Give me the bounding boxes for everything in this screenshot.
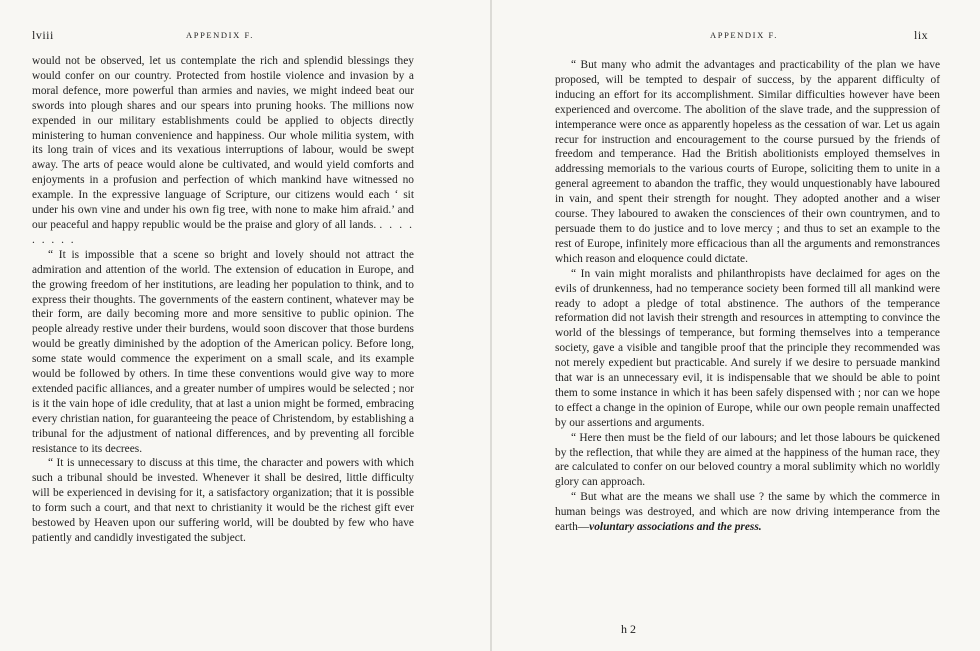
right-paragraph-3: “ Here then must be the field of our labours; and let those labours be quickened by the reflection, that while they are aimed at the happiness of the human race, they are calculated to confer on our beloved country a moral sublimity which no worldly glory can approach. [555,431,940,489]
right-body-text [555,58,940,535]
right-running-head: APPENDIX F. [710,30,778,40]
left-paragraph-2: “ It is impossible that a scene so bright and lovely should not attract the admiration and attention of the world. The extension of education in Europe, and the growing freedom of her institutions, are leading her population to think, and to express their thoughts. The governments of the eastern continent, whatever may be their form, are daily becoming more and more sensitive to public opinion. The people already restive under their burdens, would soon discover that those burdens would be greatly diminished by the adoption of the American policy. Before long, some state would commence the experiment on a small scale, and its example would be followed by others. In time these conventions would give way to more extended pacific alliances, and a greater number of umpires would be selected ; nor is it the vain hope of idle credulity, that at last a union might be formed, embracing every christian nation, for guaranteeing the peace of Christendom, by establishing a tribunal for the adjustment of national differences, and by preventing all forcible resistance to its decrees. [32,248,414,455]
right-page [492,0,980,651]
leader-dots: . . . . . . . . . [32,218,414,246]
left-paragraph-3: “ It is unnecessary to discuss at this time, the character and powers with which such a tribunal should be invested. Whenever it shall be desired, little difficulty will be experienced in devising for it, a satisfactory organization; that it is possible to form such a court, and that next to christianity it would be the richest gift ever bestowed by Heaven upon our suffering world, will be doubted by few who have patiently and candidly investigated the subject. [32,457,414,544]
left-paragraph-1: would not be observed, let us contemplate the rich and splendid blessings they would confer on our country. Protected from hostile violence and invasion by a moral defence, more powerful than armies and navies, we might indeed beat our swords into plough shares and our spears into pruning hooks. The millions now expended in our military establishments could be applied to objects directly ministering to human convenience and happiness. Our whole militia system, with its long train of vices and its vexatious interruptions of labour, would be swept away. The arts of peace would alone be cultivated, and would yield comforts and enjoyments in a profusion and perfection of which mankind have witnessed no example. In the expressive language of Scripture, our citizens would each ‘ sit under his own vine and under his own fig tree, with none to make him afraid.’ and our peaceful and happy republic would be the praise and glory of all lands. . . . . . . . . . [32,55,414,246]
emphasis-text: voluntary associations and the press. [589,521,762,534]
left-body-text [32,54,414,546]
right-page-number: lix [914,28,929,42]
signature-mark: h 2 [621,622,636,636]
left-running-head: APPENDIX F. [186,30,254,40]
right-paragraph-1: “ But many who admit the advantages and practicability of the plan we have proposed, will be tempted to despair of success, by the apparent difficulty of inducing an effort for its accomplishment. Similar difficulties however have been experienced and overcome. The abolition of the slave trade, and the suppression of intemperance were once as apparently hopeless as the cessation of war. Let us again recur for instruction and encouragement to the course pursued by the friends of freedom and temperance. Had the British abolitionists employed themselves in addressing memorials to the various courts of Europe, soliciting them to unite in a general agreement to abandon the traffic, they would unquestionably have laboured in vain, and spent their strength for nought. They adopted another and a wiser course. They laboured to awaken the consciences of their own countrymen, and to persuade them to do justice and to love mercy ; and thus to set an example to the rest of Europe, infinitely more efficacious than all the arguments and remonstrances which reason and eloquence could dictate. [555,59,940,265]
right-paragraph-2: “ In vain might moralists and philanthropists have declaimed for ages on the evils of drunkenness, had no temperance society been formed till all mankind were ready to adopt a pledge of total abstinence. The authors of the temperance reformation did not lavish their strength and resources in attempting to convince the world of the blessings of temperance, but forming themselves into a temperance society, gave a visible and tangible proof that the principle they recommended was not merely expedient but practicable. And surely if we desire to persuade mankind that war is an unnecessary evil, it is indispensable that we should be able to point them to some instance in which it has been safely dispensed with ; nor can we hope to effect a change in the opinion of Europe, while our own people remain unaffected by our assertions and arguments. [555,267,940,429]
left-page-number: lviii [32,28,54,42]
right-paragraph-4: “ But what are the means we shall use ? the same by which the commerce in human beings was destroyed, and which are now driving intemperance from the earth—voluntary associations and the press. [555,491,940,534]
